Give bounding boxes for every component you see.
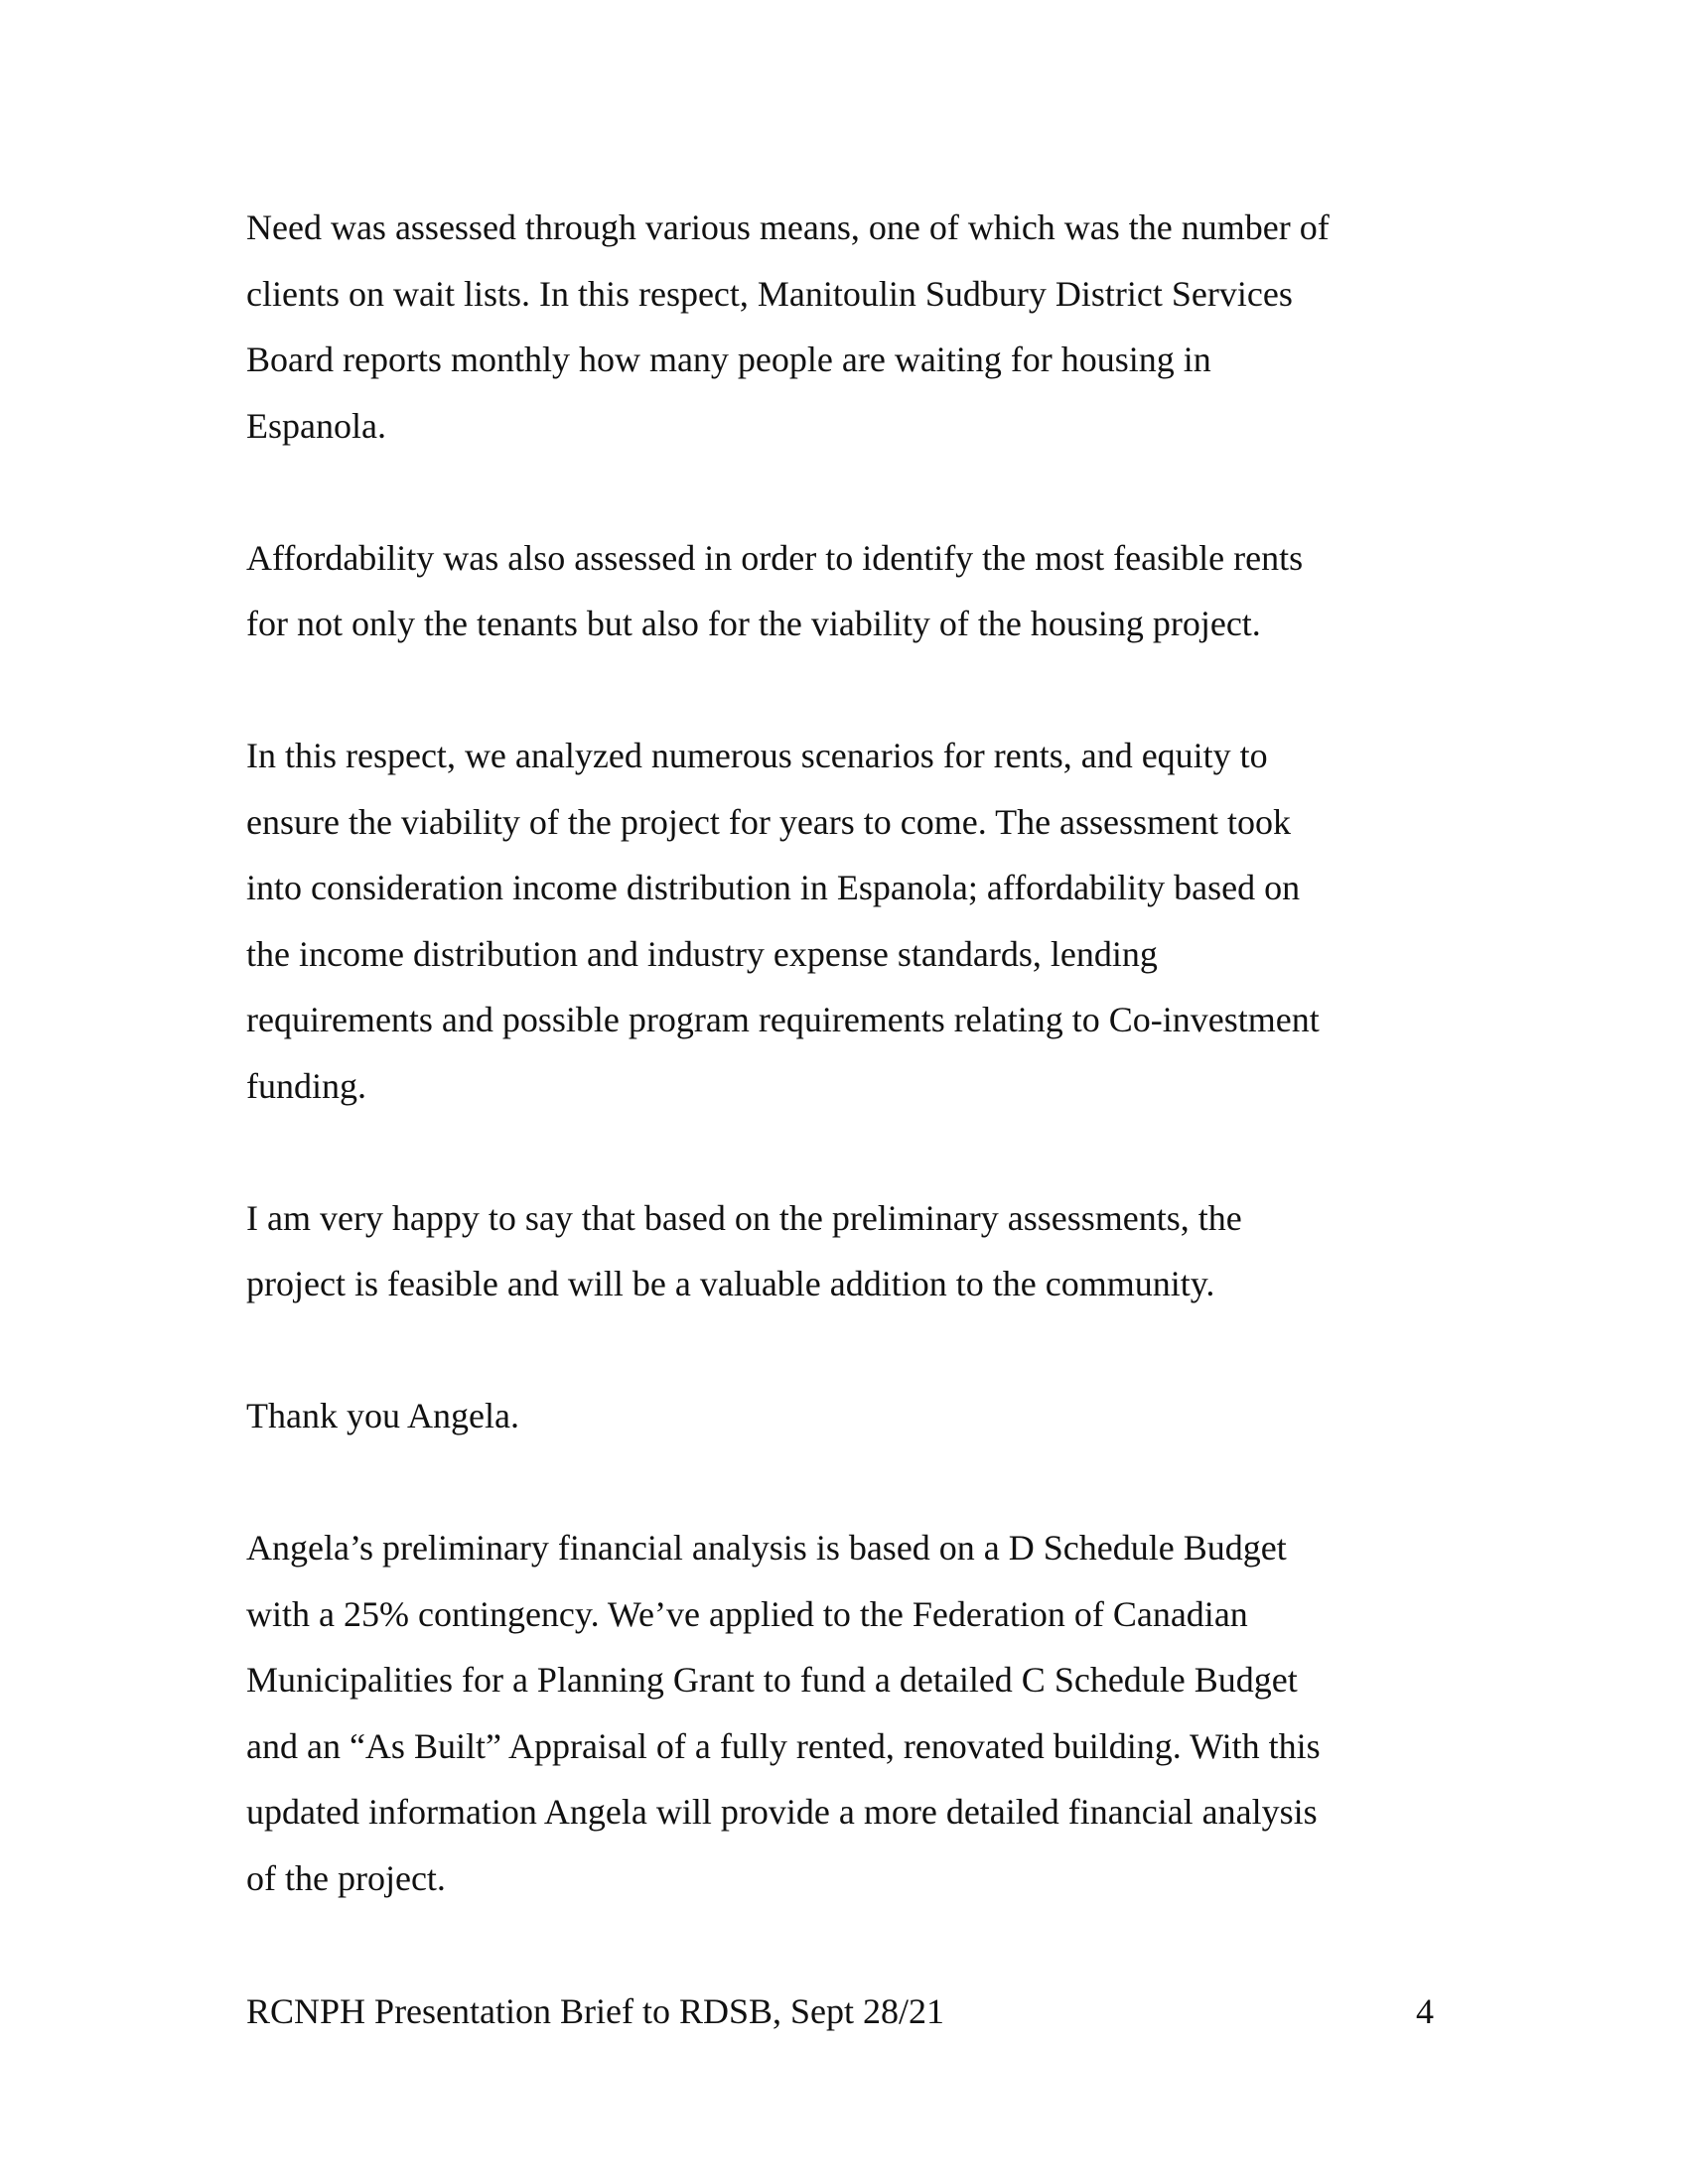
text-line: the income distribution and industry expense standards, lending <box>246 933 1158 974</box>
text-line: I am very happy to say that based on the preliminary assessments, the <box>246 1197 1242 1238</box>
text-line: for not only the tenants but also for the viability of the housing project. <box>246 604 1261 643</box>
paragraph-affordability <box>246 525 1458 657</box>
text-line: Municipalities for a Planning Grant to fund a detailed C Schedule Budget <box>246 1660 1298 1700</box>
paragraph-financial-analysis <box>246 1515 1458 1911</box>
text-line: Need was assessed through various means, one of which was the number of <box>246 207 1330 247</box>
text-line: Board reports monthly how many people are waiting for housing in <box>246 340 1211 379</box>
text-line: into consideration income distribution in Espanola; affordability based on <box>246 868 1301 907</box>
text-line: Espanola. <box>246 405 386 446</box>
text-line: requirements and possible program requirements relating to Co-investment <box>246 1000 1320 1039</box>
paragraph-need-assessment <box>246 195 1458 459</box>
text-line: Angela’s preliminary financial analysis is based on a D Schedule Budget <box>246 1528 1287 1568</box>
page-footer <box>246 1989 1434 2033</box>
text-line: of the project. <box>246 1857 446 1898</box>
text-line: updated information Angela will provide a more detailed financial analysis <box>246 1792 1318 1832</box>
page-body <box>246 195 1458 1911</box>
text-line: with a 25% contingency. We’ve applied to the Federation of Canadian <box>246 1593 1248 1634</box>
text-line: clients on wait lists. In this respect, Manitoulin Sudbury District Services <box>246 273 1293 314</box>
page-number: 4 <box>1416 1991 1434 2031</box>
text-line: Affordability was also assessed in order to identify the most feasible rents <box>246 537 1304 578</box>
paragraph-scenarios <box>246 723 1458 1119</box>
footer-text: RCNPH Presentation Brief to RDSB, Sept 28/21 <box>246 1991 945 2031</box>
text-line: project is feasible and will be a valuable addition to the community. <box>246 1264 1215 1303</box>
paragraph-thanks <box>246 1383 1458 1449</box>
text-line: In this respect, we analyzed numerous scenarios for rents, and equity to <box>246 736 1268 775</box>
text-line: funding. <box>246 1065 366 1106</box>
paragraph-feasibility <box>246 1185 1458 1317</box>
text-line: and an “As Built” Appraisal of a fully rented, renovated building. With this <box>246 1725 1321 1766</box>
text-line: ensure the viability of the project for years to come. The assessment took <box>246 801 1292 842</box>
text-line: Thank you Angela. <box>246 1396 519 1435</box>
